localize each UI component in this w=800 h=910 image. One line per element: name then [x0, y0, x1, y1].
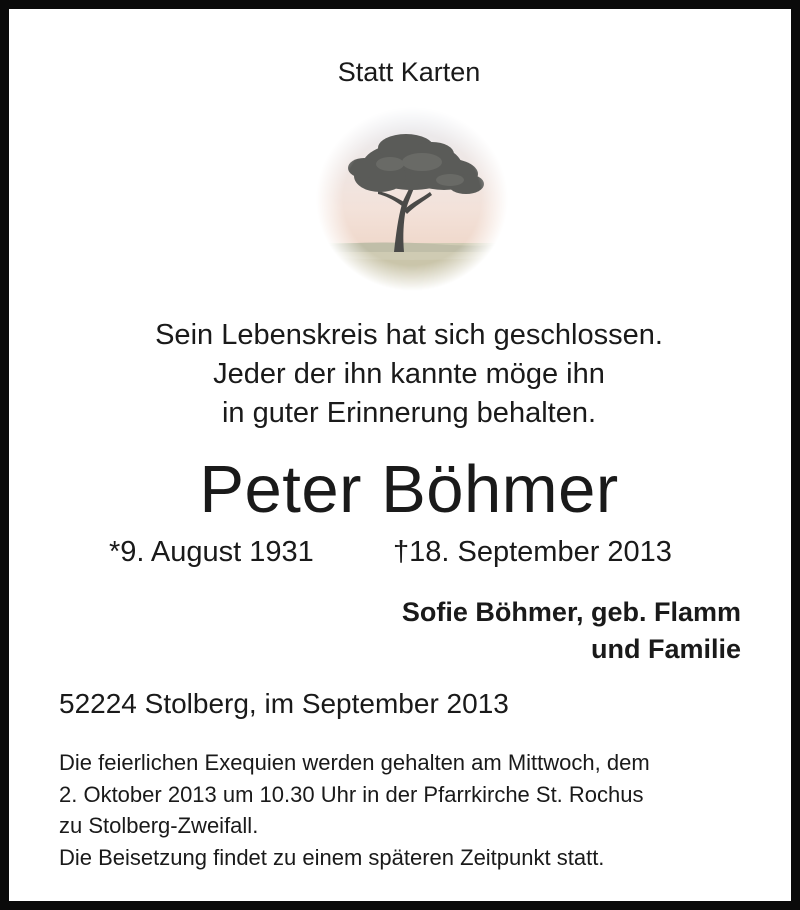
motto-line: Jeder der ihn kannte möge ihn	[213, 358, 605, 390]
deceased-name: Peter Böhmer	[199, 452, 619, 527]
motto-line: in guter Erinnerung behalten.	[221, 397, 597, 429]
service-line: 2. Oktober 2013 um 10.30 Uhr in der Pfarrkirche St. Rochus	[59, 781, 644, 807]
mourners-block	[402, 594, 741, 668]
death-date: †18. September 2013	[393, 536, 672, 568]
header-text: Statt Karten	[337, 57, 481, 87]
motto-line: Sein Lebenskreis hat sich geschlossen.	[155, 319, 663, 351]
service-line: Die feierlichen Exequien werden gehalten am Mittwoch, dem	[59, 750, 650, 775]
service-line: zu Stolberg-Zweifall.	[59, 813, 259, 838]
service-info	[59, 747, 764, 873]
mourner-line: und Familie	[590, 634, 741, 664]
place-date: 52224 Stolberg, im September 2013	[59, 688, 509, 719]
service-line: Die Beisetzung findet zu einem späteren Zeitpunkt statt.	[59, 844, 605, 870]
tree-image	[314, 106, 510, 292]
tree-at-dusk-icon	[314, 106, 510, 292]
motto-verse	[9, 316, 800, 433]
birth-date: *9. August 1931	[109, 536, 314, 568]
mourner-line: Sofie Böhmer, geb. Flamm	[401, 597, 741, 627]
